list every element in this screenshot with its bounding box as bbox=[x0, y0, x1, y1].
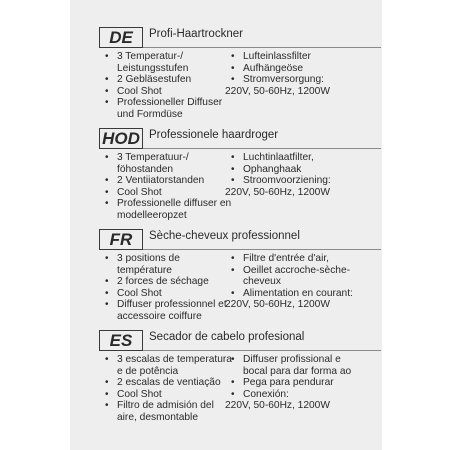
feature-item-continuation: und Formdüse bbox=[117, 108, 183, 120]
feature-item: • Cool Shot bbox=[99, 86, 233, 98]
feature-list-right bbox=[225, 51, 375, 97]
feature-item: • Lufteinlassfilter bbox=[225, 51, 375, 63]
feature-item-continuation: température bbox=[117, 264, 172, 276]
feature-item: • 2 Ventiiatorstanden bbox=[99, 175, 233, 187]
product-title: Sèche-cheveux professionnel bbox=[149, 230, 300, 242]
feature-item: • 3 positions de bbox=[99, 253, 233, 265]
feature-item: • Ophanghaak bbox=[225, 164, 375, 176]
feature-list-left bbox=[99, 354, 233, 424]
feature-item: • Professioneller Diffuser bbox=[99, 97, 233, 109]
feature-item: • Cool Shot bbox=[99, 389, 233, 401]
feature-item-continuation: 220V, 50-60Hz, 1200W bbox=[225, 85, 330, 97]
feature-item: • Conexión: bbox=[225, 389, 375, 401]
feature-item: • 2 escalas de ventiação bbox=[99, 377, 233, 389]
feature-item: • Luchtinlaatfilter, bbox=[225, 152, 375, 164]
feature-item: • Diffuser professionnel et bbox=[99, 299, 233, 311]
language-code-box: ES bbox=[99, 330, 143, 351]
feature-item-continuation: 220V, 50-60Hz, 1200W bbox=[225, 299, 330, 311]
product-title: Professionele haardroger bbox=[149, 129, 279, 141]
feature-item: • Oeillet accroche-sèche- bbox=[225, 265, 375, 277]
feature-item: • Stromversorgung: bbox=[225, 74, 375, 86]
feature-item: • Stroomvoorziening: bbox=[225, 175, 375, 187]
language-code-box: DE bbox=[99, 27, 143, 48]
feature-item: • Filtro de admisión del bbox=[99, 400, 233, 412]
feature-item: • 2 forces de séchage bbox=[99, 276, 233, 288]
feature-item-continuation: aire, desmontable bbox=[117, 411, 198, 423]
feature-item: • Aufhängeöse bbox=[225, 63, 375, 75]
feature-item-continuation: accessoire coiffure bbox=[117, 310, 202, 322]
divider bbox=[143, 47, 381, 48]
feature-list-left bbox=[99, 51, 233, 121]
feature-list-right bbox=[225, 253, 375, 311]
feature-item: • Diffuser profissional e bbox=[225, 354, 375, 366]
feature-item: • Alimentation en courant: bbox=[225, 288, 375, 300]
feature-item-continuation: 220V, 50-60Hz, 1200W bbox=[225, 186, 330, 198]
feature-item: • 2 Gebläsestufen bbox=[99, 74, 233, 86]
feature-item-continuation: e de potência bbox=[117, 365, 179, 377]
feature-item: • Cool Shot bbox=[99, 187, 233, 199]
feature-item-continuation: 220V, 50-60Hz, 1200W bbox=[225, 400, 330, 412]
feature-item: • Professionelle diffuser en bbox=[99, 198, 233, 210]
feature-item: • 3 escalas de temperatura bbox=[99, 354, 233, 366]
product-title: Secador de cabelo profesional bbox=[149, 331, 305, 343]
feature-item: • Cool Shot bbox=[99, 288, 233, 300]
feature-item-continuation: cheveux bbox=[243, 276, 281, 288]
feature-item: • Pega para pendurar bbox=[225, 377, 375, 389]
feature-item-continuation: modelleeropzet bbox=[117, 209, 187, 221]
feature-list-right bbox=[225, 354, 375, 412]
feature-list-left bbox=[99, 253, 233, 323]
feature-item: • 3 Temperatuur-/ bbox=[99, 152, 233, 164]
divider bbox=[143, 350, 381, 351]
feature-list-right bbox=[225, 152, 375, 198]
language-code-box: HOD bbox=[99, 128, 143, 149]
product-title: Profi-Haartrockner bbox=[149, 28, 243, 40]
feature-list-left bbox=[99, 152, 233, 222]
divider bbox=[143, 249, 381, 250]
language-code-box: FR bbox=[99, 229, 143, 250]
divider bbox=[143, 148, 381, 149]
feature-item-continuation: föhostanden bbox=[117, 163, 174, 175]
feature-item: • 3 Temperatur-/ bbox=[99, 51, 233, 63]
feature-item: • Filtre d'entrée d'air, bbox=[225, 253, 375, 265]
feature-item-continuation: bocal para dar forma ao bbox=[243, 365, 352, 377]
feature-item-continuation: Leistungsstufen bbox=[117, 62, 189, 74]
